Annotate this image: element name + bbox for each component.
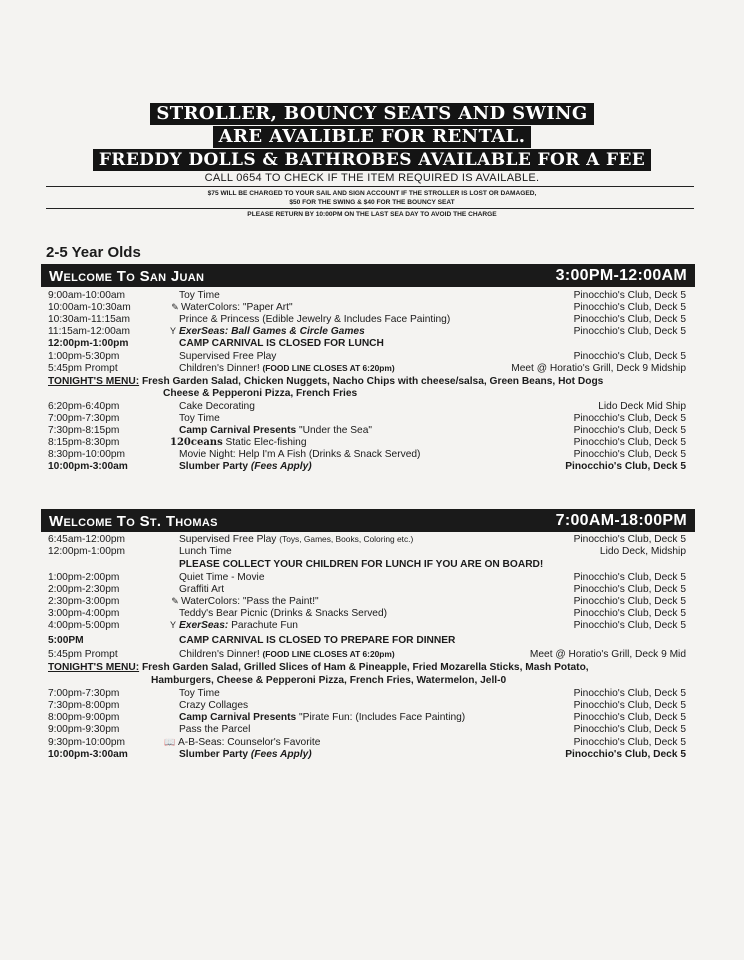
row-location: Pinocchio's Club, Deck 5 [573, 724, 686, 735]
row-time: 6:45am-12:00pm [48, 534, 126, 545]
menu-line-2: Hamburgers, Cheese & Pepperoni Pizza, French Fries, Watermelon, Jell-0 [151, 675, 507, 686]
schedule-row [0, 460, 744, 473]
row-activity: Supervised Free Play [179, 534, 280, 545]
menu-items: Fresh Garden Salad, Chicken Nuggets, Nacho Chips with cheese/salsa, Green Beans, Hot Dogs [141, 376, 604, 387]
row-location: Pinocchio's Club, Deck 5 [573, 302, 686, 313]
twelve-oceans-logo: 120ceans [170, 437, 223, 448]
row-location: Pinocchio's Club, Deck 5 [573, 712, 686, 723]
charge-notice-2: $50 FOR THE SWING & $40 FOR THE BOUNCY SEAT [289, 199, 455, 206]
row-time: 9:30pm-10:00pm [48, 737, 126, 748]
row-time: 10:00am-10:30am [48, 302, 131, 313]
row-time: 5:00PM [48, 635, 84, 646]
schedule-row [0, 723, 744, 736]
menu-line-1 [48, 661, 589, 674]
return-notice: PLEASE RETURN BY 10:00PM ON THE LAST SEA DAY TO AVOID THE CHARGE [247, 211, 497, 218]
row-location: Pinocchio's Club, Deck 5 [573, 290, 686, 301]
schedule-row [0, 545, 744, 558]
rental-banner-line-3 [0, 149, 744, 171]
schedule-row [0, 362, 744, 375]
row-activity: Children's Dinner! [179, 649, 263, 660]
row-location: Lido Deck, Midship [599, 546, 686, 557]
section-title: Welcome To San Juan [49, 268, 205, 285]
row-time: 10:00pm-3:00am [48, 749, 128, 760]
paintbrush-icon: ✎ [171, 596, 179, 606]
row-activity: Toy Time [179, 688, 220, 699]
paintbrush-icon: ✎ [171, 302, 179, 312]
exerseas-icon: Y [169, 620, 176, 630]
age-group-heading: 2-5 Year Olds [46, 244, 141, 261]
row-time: 2:30pm-3:00pm [48, 596, 120, 607]
row-location: Pinocchio's Club, Deck 5 [573, 351, 686, 362]
schedule-row [0, 648, 744, 661]
row-activity: CAMP CARNIVAL IS CLOSED TO PREPARE FOR DINNER [179, 635, 456, 646]
row-location: Pinocchio's Club, Deck 5 [573, 534, 686, 545]
exerseas-icon: Y [169, 326, 176, 336]
row-location: Meet @ Horatio's Grill, Deck 9 Midship [511, 363, 686, 374]
book-icon: 📖 [164, 737, 176, 747]
row-time: 7:30pm-8:00pm [48, 700, 120, 711]
row-activity: Lunch Time [179, 546, 232, 557]
divider [46, 186, 694, 187]
charge-notice-1: $75 WILL BE CHARGED TO YOUR SAIL AND SIGN ACCOUNT IF THE STROLLER IS LOST OR DAMAGED, [207, 190, 537, 197]
row-time: 10:00pm-3:00am [48, 461, 128, 472]
row-activity: Prince & Princess (Edible Jewelry & Includes Face Painting) [179, 314, 451, 325]
row-activity: ExerSeas: [179, 620, 232, 631]
row-note: (Toys, Games, Books, Coloring etc.) [279, 534, 414, 544]
row-location: Pinocchio's Club, Deck 5 [573, 608, 686, 619]
row-activity-title: "Pirate Fun: (Includes Face Painting) [299, 712, 466, 723]
row-time: 8:00pm-9:00pm [48, 712, 120, 723]
banner-text: ARE AVALIBLE FOR RENTAL. [213, 126, 532, 148]
row-time: 5:45pm Prompt [48, 363, 118, 374]
row-location: Pinocchio's Club, Deck 5 [573, 437, 686, 448]
row-time: 7:00pm-7:30pm [48, 688, 120, 699]
row-note: (FOOD LINE CLOSES AT 6:20pm) [262, 363, 395, 373]
row-time: 1:00pm-5:30pm [48, 351, 120, 362]
section-time: 3:00PM-12:00AM [555, 267, 687, 284]
row-location: Pinocchio's Club, Deck 5 [573, 572, 686, 583]
row-activity: WaterColors: "Pass the Paint!" [181, 596, 319, 607]
row-location: Pinocchio's Club, Deck 5 [573, 326, 686, 337]
schedule-row [0, 748, 744, 761]
row-activity: Camp Carnival Presents [179, 425, 300, 436]
row-time: 7:00pm-7:30pm [48, 413, 120, 424]
row-time: 9:00pm-9:30pm [48, 724, 120, 735]
row-location: Pinocchio's Club, Deck 5 [573, 584, 686, 595]
row-location: Pinocchio's Club, Deck 5 [573, 688, 686, 699]
row-activity: Slumber Party [179, 461, 251, 472]
row-activity-title: Parachute Fun [231, 620, 298, 631]
row-time: 3:00pm-4:00pm [48, 608, 120, 619]
rental-banner-line-1 [0, 103, 744, 125]
row-activity: WaterColors: "Paper Art" [181, 302, 293, 313]
row-time: 5:45pm Prompt [48, 649, 118, 660]
row-activity: Crazy Collages [179, 700, 249, 711]
row-location: Pinocchio's Club, Deck 5 [573, 425, 686, 436]
row-location: Lido Deck Mid Ship [598, 401, 686, 412]
row-activity: Toy Time [179, 290, 220, 301]
row-time: 8:30pm-10:00pm [48, 449, 126, 460]
row-note: (FOOD LINE CLOSES AT 6:20pm) [262, 649, 395, 659]
schedule-row [0, 619, 744, 632]
row-location: Pinocchio's Club, Deck 5 [565, 749, 686, 760]
section-header-san-juan [41, 264, 695, 287]
row-location: Pinocchio's Club, Deck 5 [573, 413, 686, 424]
call-notice: CALL 0654 TO CHECK IF THE ITEM REQUIRED IS AVAILABLE. [204, 172, 540, 184]
section-header-st-thomas [41, 509, 695, 532]
row-activity: Supervised Free Play [179, 351, 277, 362]
menu-label: TONIGHT'S MENU: [48, 376, 140, 387]
row-time: 12:00pm-1:00pm [48, 546, 126, 557]
row-location: Pinocchio's Club, Deck 5 [573, 314, 686, 325]
row-activity: Slumber Party [179, 749, 251, 760]
row-activity-title: "Under the Sea" [299, 425, 372, 436]
section-title: Welcome To St. Thomas [49, 513, 218, 530]
row-location: Pinocchio's Club, Deck 5 [565, 461, 686, 472]
row-time: 2:00pm-2:30pm [48, 584, 120, 595]
row-note: (Fees Apply) [250, 461, 312, 472]
row-time: 10:30am-11:15am [48, 314, 130, 325]
row-activity: Cake Decorating [179, 401, 255, 412]
banner-text: STROLLER, BOUNCY SEATS AND SWING [150, 103, 593, 125]
row-activity: A-B-Seas: Counselor's Favorite [178, 737, 321, 748]
row-time: 1:00pm-2:00pm [48, 572, 120, 583]
row-activity: Movie Night: Help I'm A Fish (Drinks & Snack Served) [179, 449, 421, 460]
row-activity: Graffiti Art [179, 584, 225, 595]
row-location: Pinocchio's Club, Deck 5 [573, 596, 686, 607]
row-activity: ExerSeas: Ball Games & Circle Games [179, 326, 365, 337]
schedule-row [0, 337, 744, 350]
banner-text: FREDDY DOLLS & BATHROBES AVAILABLE FOR A FEE [93, 149, 651, 171]
row-time: 7:30pm-8:15pm [48, 425, 120, 436]
row-activity: CAMP CARNIVAL IS CLOSED FOR LUNCH [179, 338, 384, 349]
row-location: Pinocchio's Club, Deck 5 [573, 700, 686, 711]
section-time: 7:00AM-18:00PM [555, 512, 687, 529]
row-activity: Static Elec-fishing [222, 437, 307, 448]
row-location: Meet @ Horatio's Grill, Deck 9 Mid [529, 649, 686, 660]
row-location: Pinocchio's Club, Deck 5 [573, 449, 686, 460]
menu-items: Fresh Garden Salad, Grilled Slices of Ham & Pineapple, Fried Mozarella Sticks, Mash Potato, [141, 662, 589, 673]
rental-banner-line-2 [0, 126, 744, 148]
schedule-row [0, 558, 744, 571]
row-time: 6:20pm-6:40pm [48, 401, 120, 412]
row-time: 12:00pm-1:00pm [48, 338, 129, 349]
divider [46, 208, 694, 209]
row-activity: Teddy's Bear Picnic (Drinks & Snacks Served) [179, 608, 388, 619]
row-time: 4:00pm-5:00pm [48, 620, 120, 631]
row-location: Pinocchio's Club, Deck 5 [573, 737, 686, 748]
row-activity: Pass the Parcel [179, 724, 251, 735]
schedule-row [0, 634, 744, 647]
row-activity: Camp Carnival Presents [179, 712, 300, 723]
row-note: (Fees Apply) [250, 749, 312, 760]
menu-label: TONIGHT'S MENU: [48, 662, 140, 673]
row-activity: PLEASE COLLECT YOUR CHILDREN FOR LUNCH IF YOU ARE ON BOARD! [179, 559, 544, 570]
menu-line-2: Cheese & Pepperoni Pizza, French Fries [163, 388, 358, 399]
row-time: 8:15pm-8:30pm [48, 437, 120, 448]
row-location: Pinocchio's Club, Deck 5 [573, 620, 686, 631]
row-activity: Children's Dinner! [179, 363, 263, 374]
row-activity: Toy Time [179, 413, 220, 424]
row-activity: Quiet Time - Movie [179, 572, 265, 583]
row-time: 9:00am-10:00am [48, 290, 126, 301]
row-time: 11:15am-12:00am [48, 326, 130, 337]
